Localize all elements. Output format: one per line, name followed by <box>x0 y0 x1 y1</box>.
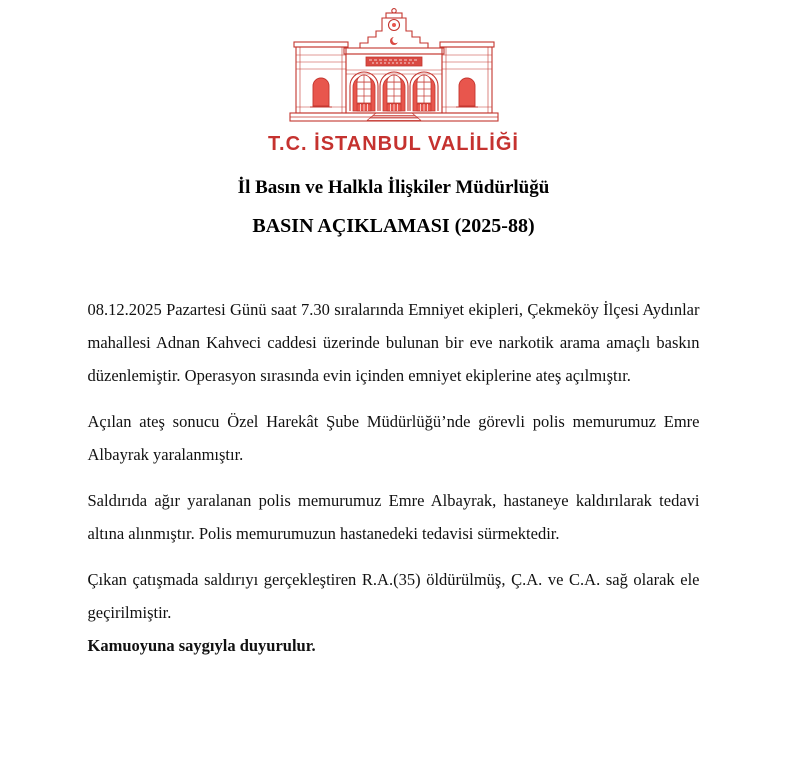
closing-statement: Kamuoyuna saygıyla duyurulur. <box>87 636 316 655</box>
department-heading: İl Basın ve Halkla İlişkiler Müdürlüğü <box>237 177 550 198</box>
crescent-icon <box>390 37 399 46</box>
press-release-title: BASIN AÇIKLAMASI (2025-88) <box>252 215 535 237</box>
body-paragraph: Açılan ateş sonucu Özel Harekât Şube Müdürlüğü’nde görevli polis memurumuz Emre Albayrak yaralanmıştır. <box>87 412 700 464</box>
press-release-body <box>88 293 700 662</box>
org-name: T.C. İSTANBUL VALİLİĞİ <box>268 133 519 155</box>
arched-windows <box>350 72 438 111</box>
body-paragraph: Saldırıda ağır yaralanan polis memurumuz Emre Albayrak, hastaneye kaldırılarak tedavi altına alınmıştır. Polis memurumuzun hastanedeki tedavisi sürmektedir. <box>87 491 700 543</box>
body-paragraph: 08.12.2025 Pazartesi Günü saat 7.30 sıralarında Emniyet ekipleri, Çekmeköy İlçesi Aydınlar mahallesi Adnan Kahveci caddesi üzerinde bulunan bir eve narkotik arama amaçlı baskın düzenlemiştir. Operasyon sırasında evin içinden emniyet ekiplerine ateş açılmıştır. <box>87 300 700 385</box>
valilik-logo <box>0 8 787 157</box>
plaque <box>366 57 422 66</box>
body-paragraph: Çıkan çatışmada saldırıyı gerçekleştiren R.A.(35) öldürülmüş, Ç.A. ve C.A. sağ olarak ele geçirilmiştir. <box>87 570 700 622</box>
government-building-icon <box>288 8 500 122</box>
